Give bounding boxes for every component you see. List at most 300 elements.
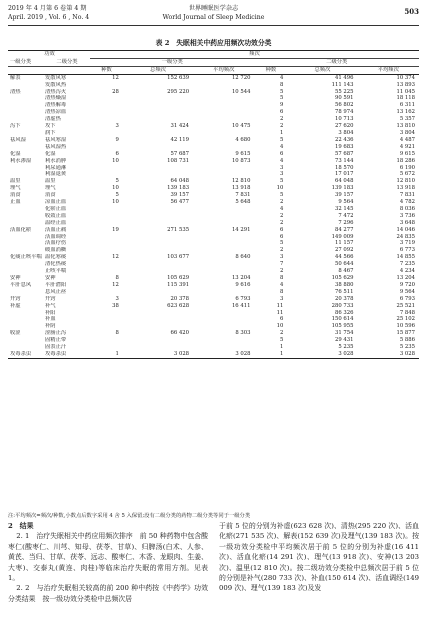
cell-level2: 温化寒痰 [45,254,67,261]
cell-l1-total: 31 424 [170,123,190,130]
cell-l2-avg: 25 102 [396,316,415,323]
cell-level2: 理气 [45,185,56,192]
cell-l1-total [123,220,193,227]
cell-l2-avg: 13 918 [396,185,415,192]
cell-level1 [8,116,44,123]
table-row [8,303,419,310]
table-row [8,158,419,165]
cell-level1: 补虚 [10,302,21,309]
cell-level2: 平肝潜阳 [45,281,67,288]
cell-l2-count: 3 [280,295,284,302]
cell-l2-avg: 10 374 [396,74,415,81]
cell-l1-total: 152 639 [167,74,190,81]
journal-title-en: World Journal of Sleep Medicine [162,13,265,21]
cell-l2-avg: 13 893 [396,81,415,88]
cell-l1-avg: 8 303 [235,330,251,337]
cell-l1-total [123,234,193,241]
cell-l1-avg [193,130,254,137]
cell-l2-count: 6 [280,233,284,240]
cell-l1-total: 271 535 [167,226,190,233]
cell-l1-total [123,95,193,102]
cell-level2: 清热解毒 [45,102,67,109]
table-row [8,316,419,323]
cell-l2-total: 10 713 [335,116,354,123]
col-group-efficacy: 功效 [8,51,90,59]
table-row [8,275,419,282]
cell-level1 [8,144,44,151]
cell-level1 [8,82,44,89]
cell-level1 [8,102,44,109]
cell-l1-count [90,337,123,344]
cell-l1-avg: 5 648 [235,199,251,206]
cell-l2-avg: 6 773 [399,247,415,254]
cell-l2-avg: 18 286 [396,157,415,164]
cell-l1-total [123,240,193,247]
cell-l2-total: 32 145 [335,205,354,212]
cell-l1-total [123,310,193,317]
cell-l1-avg [193,268,254,275]
cell-level2: 收敛止血 [45,212,67,219]
table-row [8,74,419,81]
cell-l2-avg: 10 596 [396,323,415,330]
cell-l1-count: 9 [115,136,119,143]
cell-l2-count: 9 [280,102,284,109]
cell-l2-total: 55 225 [335,88,354,95]
page-header [8,4,419,26]
cell-l2-count: 10 [276,185,284,192]
col-l2-count: 种数 [254,66,287,74]
cell-l1-total [123,261,193,268]
cell-level2: 清化热痰 [45,261,67,268]
cell-l1-count: 38 [112,302,119,309]
cell-l2-total: 105 629 [331,275,354,281]
cell-l1-avg: 3 028 [193,351,254,358]
cell-l2-total: 57 687 [335,150,354,157]
cell-l2-avg: 6 190 [399,164,415,171]
cell-l2-total: 41 496 [335,74,354,81]
cell-l2-total: 27 092 [335,247,354,254]
cell-level1: 平肝息风 [10,281,32,288]
cell-l2-total: 86 326 [335,309,354,316]
cell-l1-avg: 6 793 [235,295,251,302]
cell-l1-total [123,165,193,172]
cell-l2-total: 38 880 [335,281,354,288]
cell-l2-total: 73 144 [335,157,354,164]
cell-l2-avg: 4 234 [399,268,415,275]
cell-l2-total: 18 570 [335,164,354,171]
cell-l2-total: 150 614 [331,316,354,323]
table-row [8,95,419,102]
table-row [8,185,419,192]
cell-l1-count: 12 [112,281,119,288]
page-number: 503 [404,7,419,16]
cell-l1-count: 12 [112,74,119,81]
cell-l2-count: 5 [280,240,284,247]
cell-level1: 理气 [10,185,21,192]
cell-l1-avg: 4 680 [235,136,251,143]
cell-level2: 清热燥湿 [45,95,67,102]
table-caption: 表 2 失眠相关中药应用频次功效分类 [155,39,272,47]
cell-level1 [8,310,44,317]
paragraph-2-2: 2. 2 与治疗失眠相关较高的前 200 种中药按《中药学》功效分类结果 按一级功效分类检中总频次居 [8,584,208,603]
cell-level2: 涩肠止泻 [45,330,67,337]
cell-l1-count [90,310,123,317]
cell-l1-total: 39 157 [170,192,190,199]
cell-l1-avg [193,247,254,254]
cell-l2-avg: 7 831 [399,192,415,199]
cell-l2-count: 5 [280,337,284,344]
cell-level1 [8,165,44,172]
cell-l2-count: 6 [280,150,284,157]
col-l1-total: 总频次 [123,66,193,74]
table-row [8,165,419,172]
cell-level2: 润下 [45,129,56,136]
cell-l1-count [90,289,123,296]
cell-l2-avg: 25 521 [396,302,415,309]
cell-l1-total: 623 628 [167,302,190,309]
cell-l2-count: 1 [280,129,284,136]
cell-level1: 化湿 [10,150,21,157]
cell-level1: 利水渗湿 [10,157,32,164]
cell-level2: 破血消癥 [45,247,67,254]
cell-l1-total [123,144,193,151]
cell-l1-count: 10 [112,157,119,164]
cell-level1 [8,323,44,330]
cell-level1: 化痰止咳平喘 [10,254,42,261]
cell-l2-avg: 3 028 [358,351,419,358]
cell-l1-total [123,109,193,116]
cell-l1-count [90,130,123,137]
cell-l1-avg [193,95,254,102]
cell-l1-avg [193,102,254,109]
cell-l2-avg: 5 886 [399,337,415,344]
cell-l2-count: 11 [276,302,284,309]
cell-l1-avg: 10 475 [231,123,251,130]
cell-l1-avg [193,337,254,344]
cell-l1-total [123,344,193,351]
cell-l1-count [90,316,123,323]
cell-l1-avg: 10 544 [231,88,251,95]
cell-level2: 补气 [45,302,56,309]
cell-l2-count: 4 [280,157,284,164]
cell-l1-count: 10 [112,185,119,192]
table-row [8,137,419,144]
cell-l2-total: 29 431 [335,337,354,344]
table-row [8,151,419,158]
table-row [8,199,419,206]
cell-level2: 补阴 [45,323,56,330]
cell-level1 [8,261,44,268]
cell-l1-count [90,268,123,275]
cell-l1-count: 19 [112,226,119,233]
cell-level1 [8,206,44,213]
table-row [8,310,419,317]
cell-l1-avg: 9 615 [235,150,251,157]
cell-level1: 攻毒杀虫 [8,351,44,358]
cell-l1-count [90,213,123,220]
cell-level1 [8,289,44,296]
cell-l2-count: 2 [280,116,284,123]
cell-l2-total: 22 436 [335,136,354,143]
table-row [8,130,419,137]
cell-l2-avg: 18 118 [396,95,415,102]
cell-level1: 解表 [10,74,21,81]
cell-level2: 凉血止血 [45,199,67,206]
cell-l1-avg: 7 831 [235,192,251,199]
cell-l2-total: 8 467 [338,268,354,275]
cell-l1-avg [193,206,254,213]
cell-l2-avg: 3 736 [399,212,415,219]
cell-l2-total: 78 974 [335,109,354,116]
cell-l1-avg [193,109,254,116]
efficacy-table [8,50,419,359]
cell-l1-total [123,323,193,330]
cell-l2-count: 3 [280,164,284,171]
cell-l2-count: 4 [280,281,284,288]
cell-l2-count: 3 [280,254,284,261]
cell-l2-avg: 3 648 [399,219,415,226]
cell-level2: 利水消肿 [45,157,67,164]
col-l2-avg: 平均频次 [358,66,419,74]
cell-l2-total: 139 183 [331,185,354,192]
cell-level1: 收涩 [10,330,21,337]
col-l1-avg: 平均频次 [193,66,254,74]
cell-level2: 清热凉血 [45,109,67,116]
cell-level1: 消食 [10,192,21,199]
cell-l1-count: 3 [115,123,119,130]
cell-l2-count: 5 [280,178,284,185]
cell-l2-count: 6 [280,316,284,323]
cell-l1-avg [193,323,254,330]
cell-l2-total: 31 754 [335,330,354,337]
table-row [8,247,419,254]
cell-level2: 补血 [45,316,56,323]
cell-l1-total: 57 687 [170,150,190,157]
table-row [8,282,419,289]
section-title: 2 结果 [8,522,34,530]
cell-l1-count [90,323,123,330]
cell-l2-total: 39 157 [335,192,354,199]
col-group-l1: 一级分类 [90,58,254,66]
cell-l2-total: 7 472 [338,212,354,219]
cell-level1 [8,95,44,102]
table-row [8,254,419,261]
cell-l2-avg: 5 357 [399,116,415,123]
cell-l1-total [123,289,193,296]
cell-l1-count: 5 [115,178,119,185]
issue-en: April. 2019 , Vol. 6 , No. 4 [8,13,90,21]
issue-cn: 2019 年 4 月第 6 卷第 4 期 [8,5,87,12]
cell-l2-avg: 7 848 [399,309,415,316]
cell-l2-avg: 11 045 [396,88,415,95]
cell-l2-count: 4 [280,74,284,81]
col-group-freq: 频次 [90,51,419,59]
cell-level1 [8,213,44,220]
cell-l2-avg: 9 615 [399,150,415,157]
cell-level1 [8,316,44,323]
cell-l1-avg [193,213,254,220]
cell-l1-count [90,344,123,351]
cell-level2: 活血调经 [45,233,67,240]
cell-l1-total: 42 119 [170,136,190,143]
cell-l2-total: 44 566 [335,254,354,261]
cell-level2: 开窍 [45,295,56,302]
cell-l2-total: 50 644 [335,261,354,268]
cell-level1: 清热 [10,88,21,95]
cell-l2-count: 4 [280,205,284,212]
cell-l1-total [123,82,193,89]
cell-level1 [8,337,44,344]
cell-l2-avg: 3 804 [399,129,415,136]
cell-l1-avg [193,220,254,227]
table-row [8,234,419,241]
cell-level2: 祛风湿热 [45,143,67,150]
table-row [8,296,419,303]
cell-l1-avg [193,82,254,89]
cell-l2-total: 84 277 [335,226,354,233]
cell-l2-count: 2 [280,330,284,337]
cell-l2-total: 19 683 [335,143,354,150]
cell-l2-count: 5 [280,136,284,143]
cell-l2-total: 3 804 [338,129,354,136]
cell-l1-count [90,102,123,109]
cell-level2: 发散风寒 [45,74,67,81]
cell-l2-avg: 4 782 [399,199,415,206]
cell-level2: 攻毒杀虫 [44,351,90,358]
cell-l1-avg [193,289,254,296]
cell-l1-avg: 8 640 [235,254,251,261]
cell-l2-avg: 13 204 [396,275,415,281]
cell-l1-total: 105 629 [167,275,190,281]
col-group-l2: 二级分类 [254,58,419,66]
cell-l2-avg: 5 672 [399,171,415,178]
cell-l2-count: 6 [280,226,284,233]
cell-l1-count [90,171,123,178]
cell-l1-total [123,268,193,275]
cell-l1-count: 5 [115,192,119,199]
cell-l2-total: 64 048 [335,178,354,185]
journal-title [8,5,419,22]
table-row [8,240,419,247]
col-level1-name: 一级分类 [8,58,44,66]
cell-l1-avg [193,240,254,247]
cell-level2: 活血止痛 [45,226,67,233]
cell-level1: 祛风湿 [10,136,26,143]
table-row [8,268,419,275]
cell-l1-avg [193,144,254,151]
cell-l1-total: 56 477 [170,199,190,206]
cell-level1: 开窍 [10,295,21,302]
table-row [8,178,419,185]
cell-l1-avg: 12 810 [231,178,251,185]
cell-l2-avg: 8 036 [399,205,415,212]
cell-l2-total: 149 009 [331,233,354,240]
cell-l2-count: 2 [280,247,284,254]
table-row [8,171,419,178]
table-row [8,227,419,234]
cell-level1: 止血 [10,199,21,206]
cell-l1-count [90,247,123,254]
cell-level2: 活血疗伤 [45,240,67,247]
cell-l2-total: 27 620 [335,123,354,130]
col-l2-total: 总频次 [287,66,357,74]
cell-level1 [8,171,44,178]
cell-level2: 安神 [45,275,56,281]
cell-l2-count: 3 [280,171,284,178]
cell-l2-count: 1 [254,351,287,358]
cell-l1-avg [193,344,254,351]
cell-level2: 化湿 [45,150,56,157]
cell-level2: 利尿通淋 [45,164,67,171]
table-row [8,116,419,123]
cell-l1-count [90,95,123,102]
cell-l1-count: 28 [112,88,119,95]
col-level2-name: 二级分类 [44,58,90,66]
cell-l2-count: 11 [276,309,284,316]
cell-level2: 温经止血 [45,219,67,226]
cell-l1-total [123,102,193,109]
cell-l1-count [90,220,123,227]
cell-l1-total: 115 391 [167,281,190,288]
table-row [8,261,419,268]
cell-l1-avg: 12 720 [231,74,251,81]
cell-l2-total: 9 564 [338,199,354,206]
cell-l1-total: 295 220 [167,88,190,95]
cell-l1-count [90,206,123,213]
cell-l2-total: 56 802 [335,102,354,109]
cell-l1-avg [193,165,254,172]
cell-l2-avg: 6 793 [399,295,415,302]
cell-l2-avg: 14 855 [396,254,415,261]
cell-l1-count: 8 [115,275,119,281]
cell-l1-count [90,144,123,151]
table-row [8,351,419,358]
cell-l1-total [123,116,193,123]
cell-l1-total [123,247,193,254]
cell-l2-avg: 6 311 [399,102,415,109]
cell-l1-avg [193,171,254,178]
cell-level2: 消食 [45,192,56,199]
table-row [8,330,419,337]
cell-level2: 温里 [45,178,56,185]
cell-l1-avg: 16 411 [231,302,251,309]
cell-l1-total [123,337,193,344]
cell-level2: 攻下 [45,123,56,130]
cell-level1 [8,234,44,241]
cell-l2-total: 280 733 [331,302,354,309]
cell-l2-avg: 14 046 [396,226,415,233]
cell-level1: 活血化瘀 [10,226,32,233]
cell-level2: 清虚热 [45,116,61,123]
cell-l1-count [90,116,123,123]
cell-l1-total: 66 420 [170,330,190,337]
cell-level1 [8,344,44,351]
cell-l2-count: 8 [280,275,284,281]
body-right-column [219,521,419,594]
paragraph-2-1: 2. 1 治疗失眠相关中药应用频次排序 前 50 种药物中包含酸枣仁(酸枣仁、川芎、知母、茯苓、甘草)、归脾汤(白术、人参、黄芪、当归、甘草、茯苓、远志、酸枣仁、木香、龙眼肉、生姜、大枣)、交泰丸(黄连、肉桂)等临床治疗失眠的常用方剂。见表 1。 [8,532,208,583]
col-l1-count: 种数 [90,66,123,74]
table-note: 注:平均频次=频次/种数,小数点后数字采用 4 舍 5 入保留;没有二级分类的药物二级分类等同于一级分类 [8,513,251,519]
cell-l2-count: 5 [280,95,284,102]
cell-l2-count: 2 [280,199,284,206]
cell-l1-total: 103 677 [167,254,190,261]
cell-level1: 泻下 [10,123,21,130]
cell-level2: 固表止汗 [45,344,67,351]
cell-level1 [8,109,44,116]
table-row [8,344,419,351]
cell-l2-count: 1 [280,344,284,351]
cell-l1-total [123,171,193,178]
